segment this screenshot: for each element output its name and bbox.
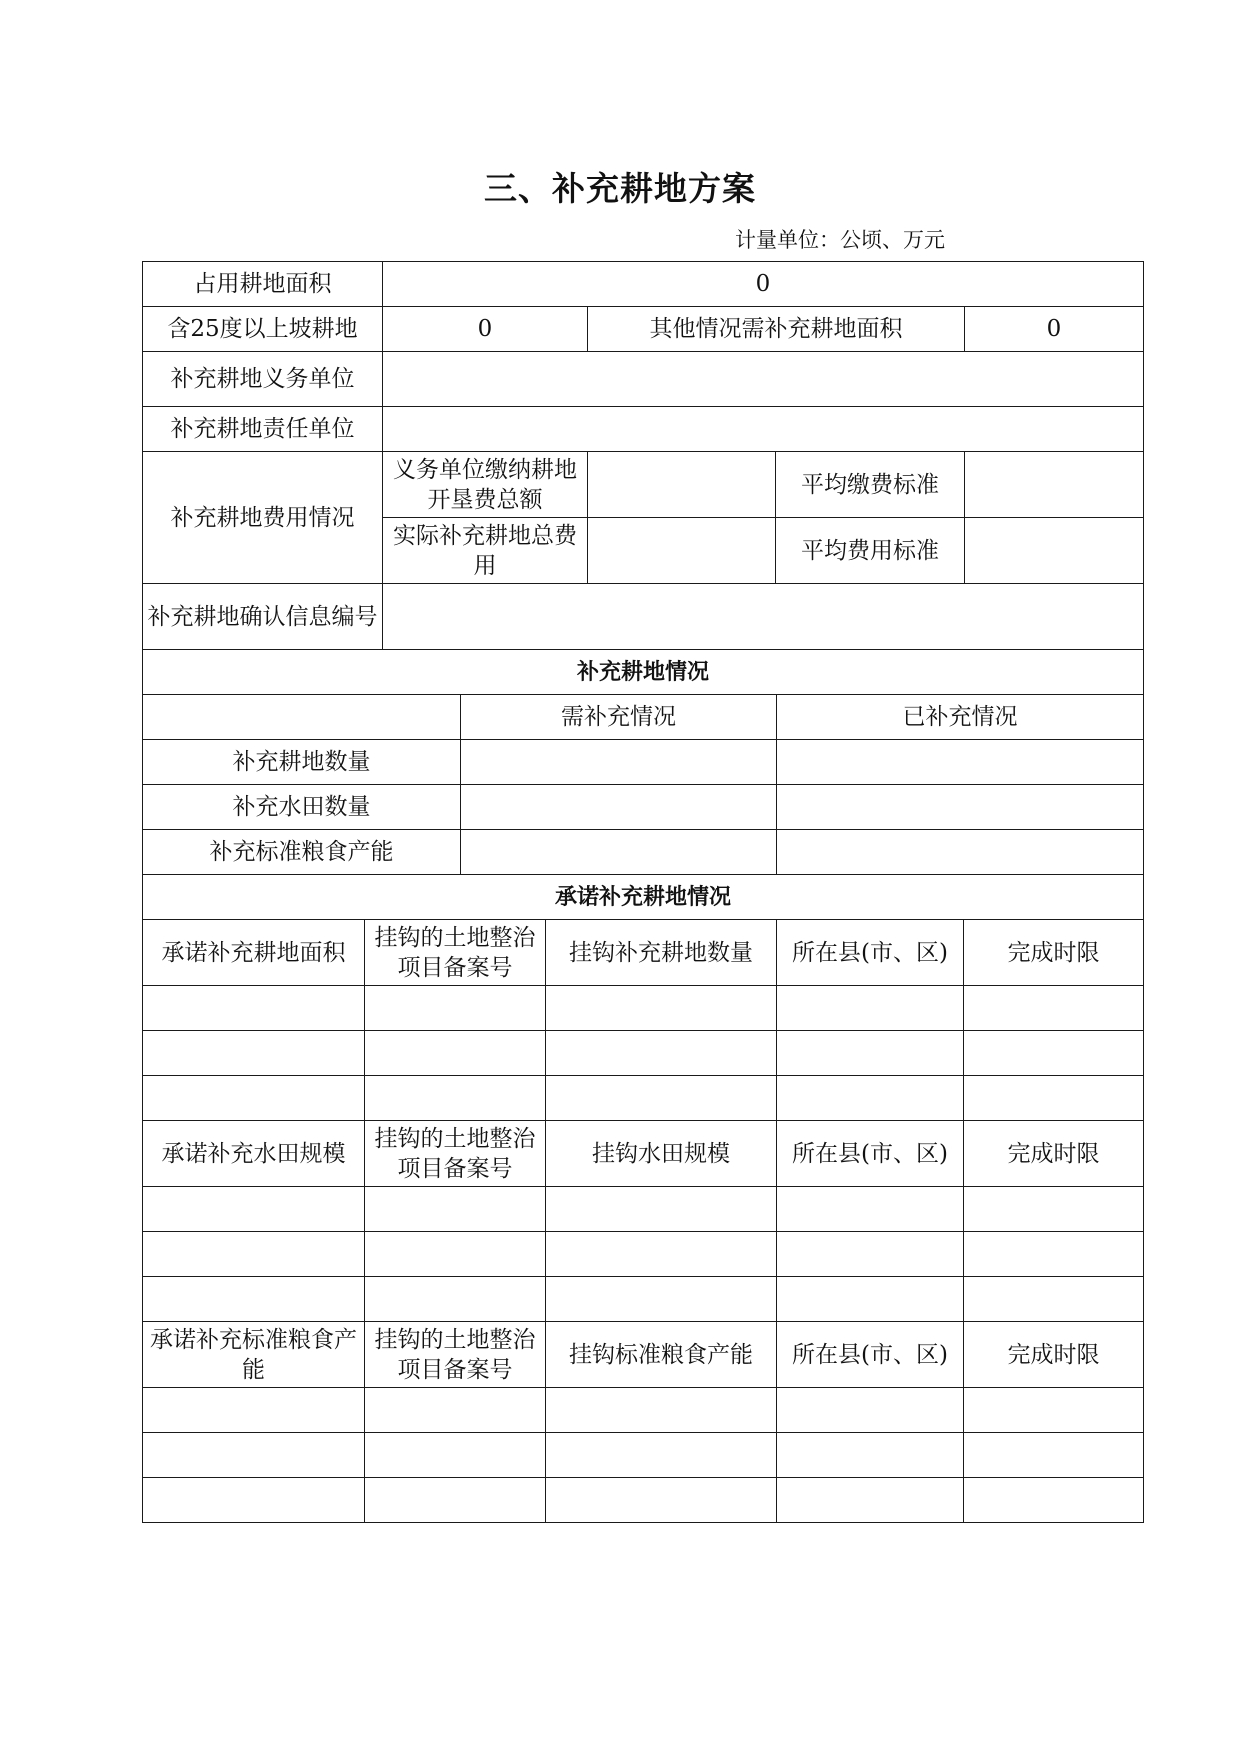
table-cell[interactable]	[777, 1076, 964, 1121]
table-cell[interactable]	[964, 1232, 1144, 1277]
table-cell[interactable]	[143, 986, 365, 1031]
slope-label: 含25度以上坡耕地	[143, 307, 383, 352]
table-cell[interactable]	[365, 1187, 546, 1232]
commitment-header-row	[143, 1121, 1144, 1187]
table-cell[interactable]	[546, 1388, 777, 1433]
table-cell[interactable]	[546, 1076, 777, 1121]
situation-header-blank	[143, 695, 461, 740]
commitment-section-title: 承诺补充耕地情况	[143, 875, 1144, 920]
avg-cost-value[interactable]	[965, 518, 1144, 584]
county-header: 所在县(市、区)	[777, 1322, 964, 1388]
table-cell[interactable]	[143, 1388, 365, 1433]
table-row	[143, 1478, 1144, 1523]
fees-row-paid	[143, 452, 1144, 518]
commit-paddy-header: 承诺补充水田规模	[143, 1121, 365, 1187]
table-cell[interactable]	[143, 1277, 365, 1322]
col-done-header: 已补充情况	[777, 695, 1144, 740]
obligation-unit-value[interactable]	[383, 352, 1144, 407]
situation-row	[143, 740, 1144, 785]
obligation-unit-label: 补充耕地义务单位	[143, 352, 383, 407]
table-cell[interactable]	[964, 1433, 1144, 1478]
table-cell[interactable]	[777, 1232, 964, 1277]
confirm-label: 补充耕地确认信息编号	[143, 584, 383, 650]
avg-cost-label: 平均费用标准	[776, 518, 965, 584]
fees-label: 补充耕地费用情况	[143, 452, 383, 584]
table-cell[interactable]	[143, 1031, 365, 1076]
obligation-unit-row	[143, 352, 1144, 407]
situation-needed-cell[interactable]	[461, 740, 777, 785]
table-cell[interactable]	[546, 1187, 777, 1232]
situation-section-title: 补充耕地情况	[143, 650, 1144, 695]
linked-amount-header: 挂钩补充耕地数量	[546, 920, 777, 986]
table-cell[interactable]	[365, 1232, 546, 1277]
table-cell[interactable]	[546, 1277, 777, 1322]
situation-done-cell[interactable]	[777, 785, 1144, 830]
table-cell[interactable]	[964, 1478, 1144, 1523]
situation-row	[143, 830, 1144, 875]
table-cell[interactable]	[546, 1433, 777, 1478]
actual-total-value[interactable]	[588, 518, 776, 584]
commitment-section-row	[143, 875, 1144, 920]
situation-header-row	[143, 695, 1144, 740]
table-cell[interactable]	[365, 1478, 546, 1523]
slope-row	[143, 307, 1144, 352]
deadline-header: 完成时限	[964, 1322, 1144, 1388]
commitment-table	[142, 874, 1144, 1523]
commit-area-header: 承诺补充耕地面积	[143, 920, 365, 986]
table-cell[interactable]	[143, 1478, 365, 1523]
occupied-label: 占用耕地面积	[143, 262, 383, 307]
county-header: 所在县(市、区)	[777, 1121, 964, 1187]
table-cell[interactable]	[964, 986, 1144, 1031]
responsible-unit-row	[143, 407, 1144, 452]
table-cell[interactable]	[777, 1031, 964, 1076]
situation-done-cell[interactable]	[777, 830, 1144, 875]
county-header: 所在县(市、区)	[777, 920, 964, 986]
project-no-header: 挂钩的土地整治项目备案号	[365, 920, 546, 986]
table-cell[interactable]	[777, 1388, 964, 1433]
slope-value[interactable]: 0	[383, 307, 588, 352]
paid-total-value[interactable]	[588, 452, 776, 518]
table-row	[143, 1232, 1144, 1277]
table-cell[interactable]	[964, 1187, 1144, 1232]
avg-paid-label: 平均缴费标准	[776, 452, 965, 518]
linked-grain-header: 挂钩标准粮食产能	[546, 1322, 777, 1388]
situation-row-label: 补充标准粮食产能	[143, 830, 461, 875]
table-cell[interactable]	[777, 1187, 964, 1232]
table-cell[interactable]	[964, 1031, 1144, 1076]
deadline-header: 完成时限	[964, 1121, 1144, 1187]
commitment-header-row	[143, 1322, 1144, 1388]
situation-needed-cell[interactable]	[461, 830, 777, 875]
table-cell[interactable]	[365, 1433, 546, 1478]
fees-table	[142, 451, 1144, 650]
situation-needed-cell[interactable]	[461, 785, 777, 830]
linked-paddy-header: 挂钩水田规模	[546, 1121, 777, 1187]
table-cell[interactable]	[143, 1076, 365, 1121]
table-cell[interactable]	[365, 1277, 546, 1322]
situation-table	[142, 649, 1144, 875]
table-cell[interactable]	[964, 1277, 1144, 1322]
table-cell[interactable]	[143, 1433, 365, 1478]
table-cell[interactable]	[777, 1478, 964, 1523]
table-cell[interactable]	[964, 1388, 1144, 1433]
other-area-value[interactable]: 0	[965, 307, 1144, 352]
confirm-value[interactable]	[383, 584, 1144, 650]
avg-paid-value[interactable]	[965, 452, 1144, 518]
table-cell[interactable]	[546, 1031, 777, 1076]
project-no-header: 挂钩的土地整治项目备案号	[365, 1322, 546, 1388]
commit-grain-header: 承诺补充标准粮食产能	[143, 1322, 365, 1388]
table-row	[143, 1277, 1144, 1322]
deadline-header: 完成时限	[964, 920, 1144, 986]
project-no-header: 挂钩的土地整治项目备案号	[365, 1121, 546, 1187]
table-cell[interactable]	[777, 1433, 964, 1478]
table-row	[143, 1031, 1144, 1076]
situation-row	[143, 785, 1144, 830]
situation-row-label: 补充耕地数量	[143, 740, 461, 785]
table-cell[interactable]	[546, 1478, 777, 1523]
table-row	[143, 986, 1144, 1031]
basic-info-table	[142, 261, 1144, 452]
table-cell[interactable]	[777, 986, 964, 1031]
table-cell[interactable]	[143, 1232, 365, 1277]
col-needed-header: 需补充情况	[461, 695, 777, 740]
unit-note: 计量单位：公顷、万元	[735, 228, 945, 252]
responsible-unit-label: 补充耕地责任单位	[143, 407, 383, 452]
paid-total-label: 义务单位缴纳耕地开垦费总额	[383, 452, 588, 518]
situation-section-row	[143, 650, 1144, 695]
table-cell[interactable]	[365, 1076, 546, 1121]
situation-row-label: 补充水田数量	[143, 785, 461, 830]
table-cell[interactable]	[777, 1277, 964, 1322]
commitment-header-row	[143, 920, 1144, 986]
table-cell[interactable]	[365, 1031, 546, 1076]
occupied-value[interactable]: 0	[383, 262, 1144, 307]
occupied-row	[143, 262, 1144, 307]
actual-total-label: 实际补充耕地总费用	[383, 518, 588, 584]
table-cell[interactable]	[546, 1232, 777, 1277]
table-cell[interactable]	[143, 1187, 365, 1232]
table-row	[143, 1076, 1144, 1121]
table-row	[143, 1187, 1144, 1232]
confirm-row	[143, 584, 1144, 650]
situation-done-cell[interactable]	[777, 740, 1144, 785]
page-title: 三、补充耕地方案	[484, 169, 756, 208]
table-cell[interactable]	[964, 1076, 1144, 1121]
table-cell[interactable]	[365, 1388, 546, 1433]
table-cell[interactable]	[546, 986, 777, 1031]
table-cell[interactable]	[365, 986, 546, 1031]
table-row	[143, 1388, 1144, 1433]
responsible-unit-value[interactable]	[383, 407, 1144, 452]
table-row	[143, 1433, 1144, 1478]
other-area-label: 其他情况需补充耕地面积	[588, 307, 965, 352]
